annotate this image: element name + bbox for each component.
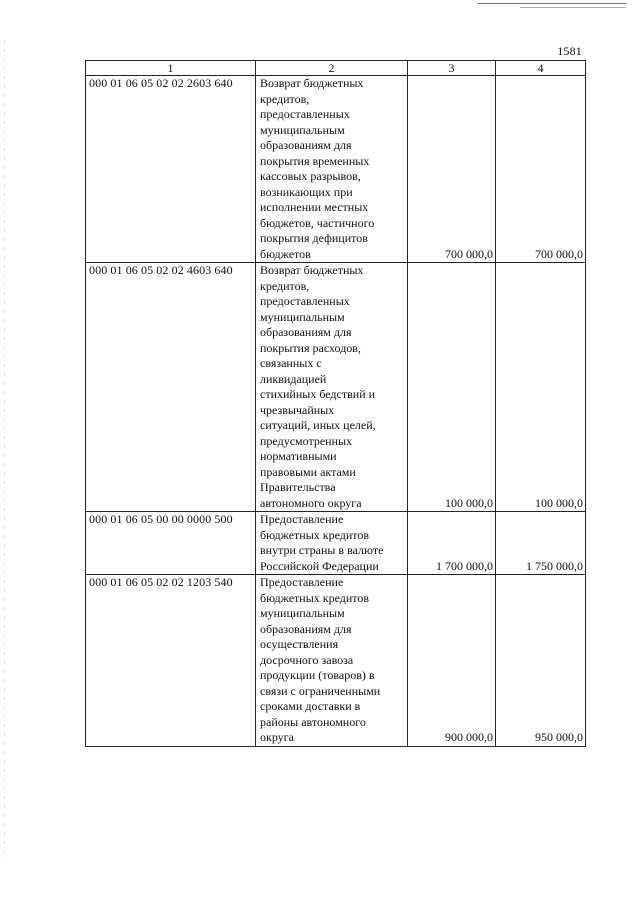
description-cell: Возврат бюджетных кредитов, предоставленных муниципальным образованиям для покрытия временных кассовых разрывов, возникающих при исполнении местных бюджетов, частичного покрытия дефицитов бюджетов	[256, 76, 408, 263]
column-header-2: 2	[256, 61, 408, 76]
amount-col3-cell: 700 000,0	[408, 76, 496, 263]
budget-code-cell: 000 01 06 05 02 02 4603 640	[86, 263, 256, 512]
description-cell: Возврат бюджетных кредитов, предоставленных муниципальным образованиям для покрытия расходов, связанных с ликвидацией стихийных бедствий и чрезвычайных ситуаций, иных целей, предусмотренных нормативными правовыми актами Правительства автономного округа	[256, 263, 408, 512]
budget-code-cell: 000 01 06 05 00 00 0000 500	[86, 512, 256, 575]
budget-code-cell: 000 01 06 05 02 02 1203 540	[86, 575, 256, 747]
scan-edge-artifact	[4, 40, 5, 860]
column-header-1: 1	[86, 61, 256, 76]
amount-col3-cell: 1 700 000,0	[408, 512, 496, 575]
table-row	[86, 263, 586, 512]
amount-col4-cell: 700 000,0	[496, 76, 586, 263]
top-rule-line	[478, 3, 626, 4]
amount-col4-cell: 950 000,0	[496, 575, 586, 747]
table-row	[86, 76, 586, 263]
amount-col4-cell: 100 000,0	[496, 263, 586, 512]
table-header-row	[86, 61, 586, 76]
page-number: 1581	[557, 44, 582, 58]
amount-col3-cell: 900 000,0	[408, 575, 496, 747]
top-rule-line-secondary	[520, 7, 626, 8]
description-cell: Предоставление бюджетных кредитов муниципальным образованиям для осуществления досрочного завоза продукции (товаров) в связи с ограниченными сроками доставки в районы автономного округа	[256, 575, 408, 747]
table-row	[86, 512, 586, 575]
table-row	[86, 575, 586, 747]
description-cell: Предоставление бюджетных кредитов внутри страны в валюте Российской Федерации	[256, 512, 408, 575]
column-header-4: 4	[496, 61, 586, 76]
amount-col4-cell: 1 750 000,0	[496, 512, 586, 575]
budget-code-cell: 000 01 06 05 02 02 2603 640	[86, 76, 256, 263]
amount-col3-cell: 100 000,0	[408, 263, 496, 512]
budget-table	[85, 60, 586, 747]
column-header-3: 3	[408, 61, 496, 76]
